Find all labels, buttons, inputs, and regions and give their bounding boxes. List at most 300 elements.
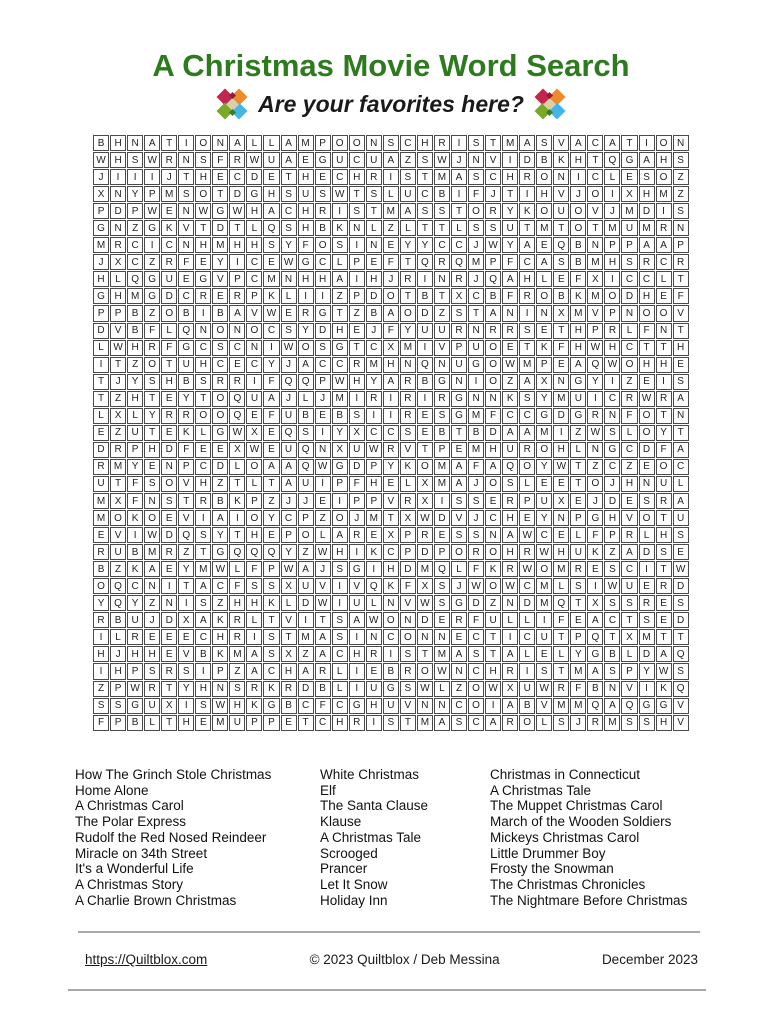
grid-cell: E [229,357,245,373]
grid-cell: N [656,323,672,339]
grid-cell: X [229,442,245,458]
grid-cell: M [468,254,484,270]
grid-cell: O [417,459,433,475]
grid-cell: Y [536,391,552,407]
grid-cell: F [161,340,177,356]
grid-cell: E [315,408,331,424]
grid-cell: R [621,527,637,543]
grid-cell: I [349,681,365,697]
grid-cell: I [587,578,603,594]
grid-cell: W [519,561,535,577]
grid-cell: B [332,408,348,424]
grid-cell: J [383,271,399,287]
grid-cell: T [553,663,569,679]
grid-cell: I [485,698,501,714]
grid-cell: M [536,425,552,441]
grid-cell: N [366,135,382,151]
grid-cell: R [553,681,569,697]
grid-cell: F [621,408,637,424]
grid-cell: I [298,288,314,304]
grid-cell: E [298,152,314,168]
grid-cell: I [639,681,655,697]
word-list-item: Frosty the Snowman [490,861,614,877]
grid-cell: Z [298,544,314,560]
grid-cell: S [553,715,569,731]
grid-cell: K [587,544,603,560]
grid-cell: O [212,391,228,407]
grid-cell: V [178,476,194,492]
grid-cell: V [536,698,552,714]
grid-cell: J [110,374,126,390]
grid-cell: Y [127,459,143,475]
grid-cell: R [93,544,109,560]
grid-cell: M [587,288,603,304]
grid-cell: D [553,408,569,424]
grid-row [93,186,690,202]
grid-cell: A [298,663,314,679]
grid-cell: S [468,135,484,151]
grid-cell: W [212,698,228,714]
grid-cell: E [246,408,262,424]
grid-cell: B [536,152,552,168]
grid-cell: G [604,442,620,458]
grid-cell: S [621,715,637,731]
grid-cell: W [229,203,245,219]
grid-cell: R [587,715,603,731]
grid-cell: N [349,220,365,236]
grid-cell: K [366,544,382,560]
grid-cell: P [604,305,620,321]
grid-cell: R [229,629,245,645]
grid-cell: R [451,323,467,339]
grid-cell: N [502,305,518,321]
grid-cell: B [570,254,586,270]
grid-cell: D [417,612,433,628]
word-list-column-1 [75,767,320,908]
grid-cell: Y [178,681,194,697]
grid-cell: A [383,152,399,168]
grid-cell: A [383,305,399,321]
grid-cell: Q [673,646,689,662]
grid-cell: X [553,305,569,321]
grid-cell: N [502,595,518,611]
grid-cell: E [417,425,433,441]
grid-cell: W [502,578,518,594]
grid-cell: E [553,357,569,373]
grid-cell: C [639,271,655,287]
grid-cell: F [144,323,160,339]
grid-cell: L [195,425,211,441]
grid-cell: H [246,527,262,543]
grid-cell: W [195,203,211,219]
grid-cell: T [161,681,177,697]
grid-cell: O [195,408,211,424]
grid-row [93,237,690,253]
grid-cell: U [110,544,126,560]
grid-cell: S [263,237,279,253]
grid-cell: R [400,408,416,424]
grid-cell: Z [127,357,143,373]
grid-row [93,169,690,185]
grid-cell: T [195,391,211,407]
grid-cell: Y [127,374,143,390]
grid-cell: Z [93,681,109,697]
grid-cell: C [229,340,245,356]
grid-cell: G [144,288,160,304]
grid-cell: U [570,544,586,560]
grid-row [93,357,690,373]
grid-cell: M [519,357,535,373]
page-subtitle: Are your favorites here? [258,90,524,117]
grid-cell: T [451,425,467,441]
grid-cell: C [536,527,552,543]
grid-cell: U [519,681,535,697]
grid-cell: T [178,493,194,509]
grid-cell: Z [485,595,501,611]
grid-cell: N [178,237,194,253]
grid-cell: R [246,681,262,697]
grid-cell: L [110,629,126,645]
grid-cell: T [212,186,228,202]
grid-cell: C [127,578,143,594]
grid-cell: F [383,254,399,270]
grid-cell: V [673,715,689,731]
grid-cell: I [604,271,620,287]
grid-cell: Z [144,595,160,611]
grid-cell: U [229,715,245,731]
grid-cell: N [468,152,484,168]
grid-cell: W [281,561,297,577]
grid-cell: T [229,476,245,492]
grid-cell: G [212,203,228,219]
grid-cell: T [656,408,672,424]
grid-cell: O [332,135,348,151]
grid-cell: I [349,237,365,253]
grid-cell: O [144,357,160,373]
grid-cell: C [178,288,194,304]
grid-cell: X [110,408,126,424]
grid-cell: E [161,561,177,577]
grid-cell: U [246,391,262,407]
grid-cell: S [468,527,484,543]
grid-cell: S [315,340,331,356]
grid-cell: K [485,561,501,577]
word-list-item: It's a Wonderful Life [75,861,194,877]
grid-cell: O [161,476,177,492]
grid-cell: R [229,152,245,168]
word-list-item: The Muppet Christmas Carol [490,798,663,814]
grid-cell: H [604,510,620,526]
grid-cell: R [400,271,416,287]
grid-cell: M [468,442,484,458]
grid-cell: O [246,510,262,526]
grid-cell: U [366,152,382,168]
grid-cell: L [281,288,297,304]
grid-cell: F [263,374,279,390]
grid-cell: M [144,544,160,560]
grid-cell: Y [502,203,518,219]
grid-cell: H [195,681,211,697]
grid-cell: R [656,220,672,236]
grid-cell: V [246,305,262,321]
grid-cell: F [400,578,416,594]
grid-cell: E [519,510,535,526]
grid-cell: U [144,698,160,714]
grid-cell: O [246,459,262,475]
grid-cell: E [263,254,279,270]
grid-cell: L [144,715,160,731]
grid-cell: Y [536,459,552,475]
grid-cell: S [315,186,331,202]
grid-cell: L [246,476,262,492]
grid-cell: R [144,681,160,697]
grid-cell: C [383,629,399,645]
grid-row [93,374,690,390]
word-list-column-2 [320,767,490,908]
grid-cell: R [502,663,518,679]
grid-cell: G [349,698,365,714]
grid-cell: H [298,220,314,236]
grid-cell: C [383,544,399,560]
grid-cell: H [604,254,620,270]
grid-cell: I [656,203,672,219]
grid-cell: Q [229,544,245,560]
grid-cell: I [349,271,365,287]
grid-cell: Y [263,510,279,526]
grid-cell: W [536,681,552,697]
grid-cell: J [451,578,467,594]
grid-cell: U [349,442,365,458]
grid-cell: P [298,510,314,526]
grid-cell: U [656,476,672,492]
grid-cell: S [246,578,262,594]
grid-cell: Q [263,544,279,560]
grid-cell: R [417,527,433,543]
grid-cell: N [366,237,382,253]
grid-cell: N [587,237,603,253]
grid-cell: I [332,595,348,611]
word-list-item: Scrooged [320,845,378,861]
grid-cell: S [434,203,450,219]
footer [85,952,698,967]
grid-cell: D [161,527,177,543]
grid-cell: S [195,595,211,611]
grid-cell: J [281,493,297,509]
grid-cell: H [349,169,365,185]
grid-cell: A [621,544,637,560]
grid-cell: L [570,442,586,458]
grid-cell: K [332,220,348,236]
grid-cell: S [451,715,467,731]
grid-cell: O [485,544,501,560]
grid-cell: E [451,442,467,458]
grid-cell: L [315,527,331,543]
grid-cell: S [281,323,297,339]
grid-cell: E [536,323,552,339]
grid-row [93,220,690,236]
grid-cell: L [93,408,109,424]
grid-cell: E [656,612,672,628]
grid-cell: W [639,391,655,407]
grid-cell: O [587,476,603,492]
grid-cell: R [195,288,211,304]
grid-cell: B [417,288,433,304]
grid-cell: Z [178,544,194,560]
grid-cell: S [451,527,467,543]
grid-cell: D [246,169,262,185]
grid-cell: A [519,237,535,253]
grid-cell: S [451,305,467,321]
grid-cell: M [127,288,143,304]
grid-cell: M [212,237,228,253]
grid-cell: I [434,493,450,509]
grid-cell: G [127,698,143,714]
grid-cell: R [400,493,416,509]
grid-cell: R [400,663,416,679]
grid-cell: A [263,459,279,475]
grid-cell: O [519,459,535,475]
grid-cell: P [434,442,450,458]
grid-cell: B [587,681,603,697]
grid-cell: R [110,237,126,253]
grid-cell: Y [383,459,399,475]
grid-cell: E [281,715,297,731]
grid-cell: D [639,544,655,560]
grid-cell: U [93,476,109,492]
grid-cell: U [127,425,143,441]
grid-cell: S [604,561,620,577]
grid-cell: I [383,391,399,407]
grid-cell: J [281,357,297,373]
grid-cell: M [383,203,399,219]
grid-cell: E [161,203,177,219]
grid-cell: R [519,169,535,185]
grid-cell: I [417,271,433,287]
grid-cell: I [229,510,245,526]
grid-cell: H [144,442,160,458]
grid-cell: S [161,493,177,509]
grid-cell: H [298,169,314,185]
grid-cell: C [604,459,620,475]
grid-cell: C [315,715,331,731]
grid-cell: E [553,271,569,287]
grid-cell: R [366,169,382,185]
grid-cell: Q [281,374,297,390]
grid-cell: N [178,203,194,219]
grid-cell: R [519,288,535,304]
grid-cell: T [400,254,416,270]
grid-cell: G [451,391,467,407]
grid-cell: N [434,271,450,287]
grid-cell: S [298,425,314,441]
grid-cell: N [144,578,160,594]
grid-cell: Z [673,186,689,202]
grid-cell: O [468,203,484,219]
grid-cell: S [195,152,211,168]
grid-cell: Q [178,323,194,339]
grid-cell: O [656,135,672,151]
grid-cell: A [570,357,586,373]
grid-cell: E [315,493,331,509]
grid-cell: H [315,271,331,287]
grid-cell: W [212,561,228,577]
grid-cell: U [281,408,297,424]
grid-cell: E [93,425,109,441]
grid-cell: H [263,186,279,202]
grid-cell: S [468,220,484,236]
grid-cell: Q [604,152,620,168]
grid-cell: A [451,459,467,475]
grid-cell: C [604,391,620,407]
grid-cell: W [127,681,143,697]
word-list-item: How The Grinch Stole Christmas [75,767,272,782]
grid-cell: Y [212,254,228,270]
grid-cell: T [417,220,433,236]
grid-cell: W [366,442,382,458]
grid-row [93,340,690,356]
grid-cell: W [263,305,279,321]
grid-cell: P [332,476,348,492]
grid-cell: M [621,203,637,219]
grid-cell: Q [502,459,518,475]
grid-cell: C [519,629,535,645]
grid-cell: S [195,527,211,543]
grid-cell: F [553,612,569,628]
grid-cell: B [281,698,297,714]
grid-cell: I [587,391,603,407]
grid-cell: M [656,186,672,202]
grid-cell: L [332,663,348,679]
grid-cell: S [673,527,689,543]
grid-cell: A [229,135,245,151]
grid-cell: M [93,493,109,509]
grid-cell: H [621,476,637,492]
grid-cell: K [656,681,672,697]
grid-cell: C [315,254,331,270]
grid-cell: O [536,288,552,304]
grid-cell: W [144,527,160,543]
grid-cell: O [417,663,433,679]
grid-cell: Y [298,323,314,339]
grid-cell: E [639,578,655,594]
grid-cell: W [485,681,501,697]
grid-cell: D [110,203,126,219]
quiltblox-link[interactable]: https://Quiltblox.com [85,952,208,967]
grid-cell: M [434,169,450,185]
grid-cell: U [468,340,484,356]
grid-cell: O [110,510,126,526]
grid-cell: L [229,459,245,475]
grid-cell: A [502,698,518,714]
grid-cell: A [315,646,331,662]
grid-cell: T [519,220,535,236]
grid-cell: P [178,459,194,475]
grid-cell: J [315,561,331,577]
grid-cell: B [315,681,331,697]
grid-cell: M [553,391,569,407]
grid-cell: M [434,476,450,492]
grid-cell: Y [502,237,518,253]
grid-cell: T [110,357,126,373]
grid-cell: U [553,203,569,219]
grid-cell: D [673,578,689,594]
grid-cell: M [298,135,314,151]
grid-cell: N [161,459,177,475]
grid-cell: I [383,169,399,185]
grid-cell: I [144,169,160,185]
grid-cell: S [195,374,211,390]
grid-cell: E [161,510,177,526]
